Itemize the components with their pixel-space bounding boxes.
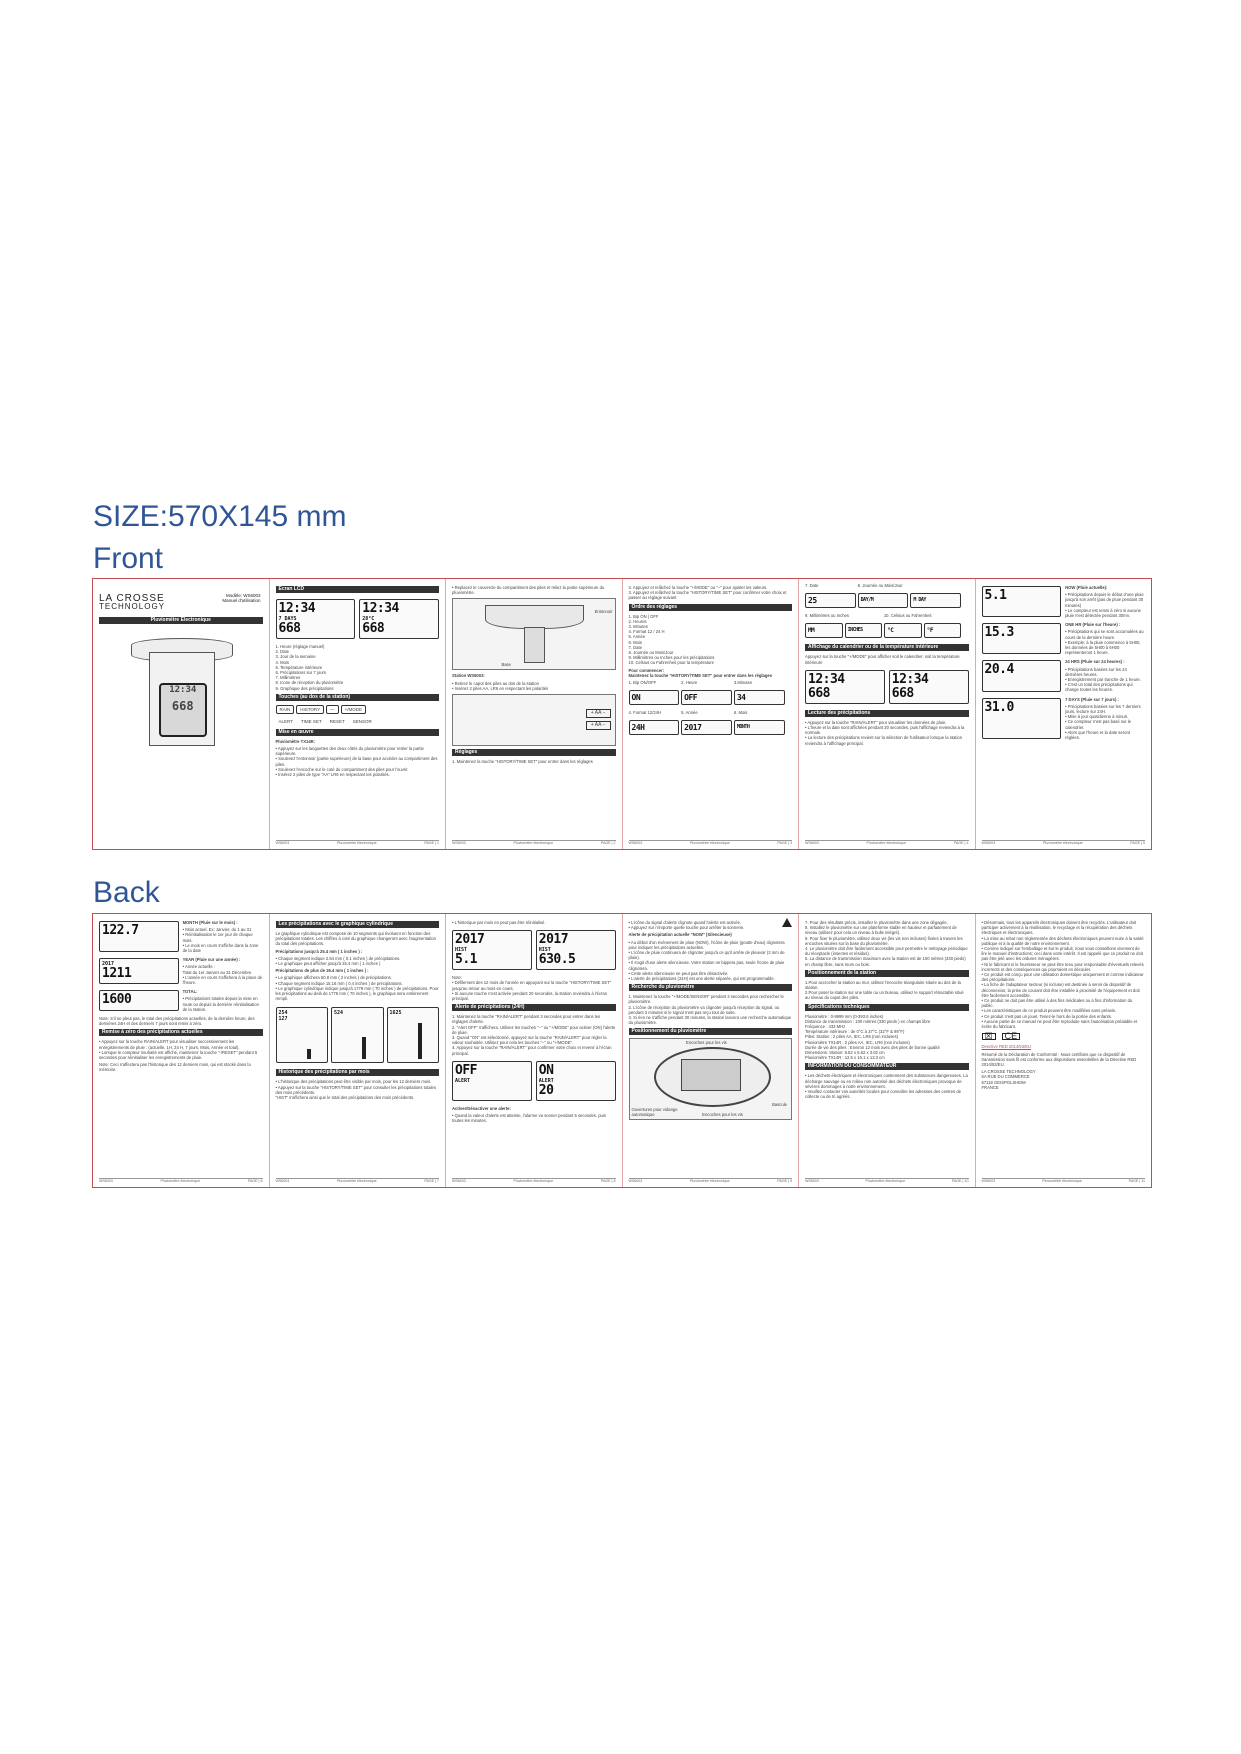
weee-bin-icon: ☒ [982,1033,996,1040]
funnel-illustration [452,598,616,670]
lcd-time: 12:34 [891,671,929,687]
now-alert-title: Alerte de précipitation actuelle "NOW" (Silencieuse) [628,932,732,938]
key-history: HISTORY [296,705,324,714]
mode-title: 7 DAYS (Pluie sur 7 jours) : [1065,696,1119,702]
mode-lcd [99,990,179,1011]
settings-order-panel [623,579,800,849]
footer-page: PAGE | 1 [424,841,439,845]
section-bargraph: Les précipitations avec le graphique cylindrique [276,921,440,928]
label-entonnoir: Entonnoir [594,609,613,615]
mini-lcd [910,593,961,608]
footer-model: WS6003 [628,841,643,845]
page-footer [629,1178,793,1184]
mode-year [99,955,263,987]
footer-page: PAGE | 9 [777,1179,792,1183]
footer-model: WS6003 [452,1179,466,1183]
section-order: Ordre des réglages [629,604,793,611]
device-screen-value: 668 [171,699,194,714]
footer-doc: Pluviomètre électronique [1043,841,1083,845]
mode-text: • Précipitations qui se sont accumulées au cours de la dernière heure. • Exemple: à la pluie commence à 5H00, les données de 5H00 à 6H00 représenteront 1 heure. [1065,629,1144,656]
history-lcd-value: 5.1 [455,952,477,968]
panel-text: 2. Appuyez et relâchez la touche "+/MODE" ou "−" pour ajuster les valeurs. 3. Appuyez et relâchez la touche "HISTORY/TIME SET" pour confirmer votre choix et passer au réglage suivant [628,585,787,601]
alert-lcd-value: 20 [538,1082,554,1098]
section-keys: Touches (au dos de la station) [276,694,440,701]
alert-panel [446,914,623,1187]
now-alert-text: • Au début d'un événement de pluie (NOW), l'icône de pluie (goutte d'eau) clignotera pour indiquer les précipitations actuelles. • L'icône de pluie continuera de clignoter jusqu'à ce qu'il arrête de pleuvoir (3 mm de pluie). • Il s'agit d'une alerte silencieuse. Votre station ne bippera pas, seule l'icone de pluie clignotera. • Cette alerte silencieuse ne peut pas être désactivée. • L'alerte de précipitations (24H) est une alerte séparée, qui est programmable. [628,939,785,982]
mode-text: • Mois actuel. Ex: Janvier, du 1 au 31 • Réinitialisation le 1er jour de chaque mois. • Le mois en cours s'affiche dans la zone de la date [182,927,259,954]
bar-graph-panel [270,914,447,1187]
alert-toggle-title: Activer/Désactiver une alerte: [452,1105,511,1111]
alert-lcd [452,1061,532,1101]
footer-model: WS6003 [99,1179,113,1183]
cover-title: Pluviomètre Electronique [99,617,263,624]
sensor-panel [623,914,800,1187]
label-tipping: Bascule [772,1102,787,1108]
step-label: 6. Mois [733,710,748,716]
model-label: Modèle: WS6003 [225,593,261,598]
bargraph-subtitle: Précipitations de plus de 25.4 mm ( 1 inches ) : [275,968,369,974]
footer-model: WS6003 [275,1179,290,1183]
lcd-examples [276,596,440,642]
size-title: SIZE:570X145 mm [93,500,347,533]
page-footer [276,840,440,846]
mode-text: • Précipitations totales depuis la mise en route ou depuis la dernière réinitialisation de la station. [182,996,259,1012]
footer-page: PAGE | 11 [1128,1179,1145,1183]
mode-lcd [982,660,1062,691]
bar-graph-lcd [331,1007,384,1063]
bar-graph-lcd [387,1007,440,1063]
company-address: LA CROSSE TECHNOLOGY 6A RUE DU COMMERCE 67118 GEISPOLSHEIM FRANCE [981,1069,1036,1090]
section-alert: Alerte de précipitations (24H) [452,1004,616,1011]
section-search: Recherche du pluviomètre [629,984,793,991]
manual-label: Manuel d'utilisation [222,598,261,604]
key-rain: RAIN [276,705,295,714]
mode-title: ONE HR (Pluie sur l'heure) : [1065,622,1121,628]
lcd-example [359,599,439,639]
mode-lcd-label: 2017 [102,961,115,968]
page-footer [276,1178,440,1184]
page-footer [982,1178,1146,1184]
step-label: 10. Celsius ou Fahrenheit [883,613,932,619]
section-rain-reading: Lecture des précipitations [805,710,969,717]
bargraph-text: Le graphique cylindrique est composé de 10 segments qui évoluent en fonction des précipitations totales. Les chiffres à coté du graphique changeront avec l'augmentation du total des précipitations. [275,931,436,947]
order-list: 1. Bip ON | OFF 2. Heures 3. Minutes 4. Format 12 / 24 H 5. Année 6. Mois 7. Date 8. Journée ou Mois/Jour 9. Millimètres ou Inches pour les précipitations 10. Celsius ou Fahrenheit pour la température [628,613,715,666]
mini-lcd [858,593,909,608]
mode-now [982,583,1146,620]
key-labels-row [276,718,440,725]
settings-steps-row [629,680,793,738]
panel-text: 7. Pour des résultats précis, installez le pluviomètre dans une zone dégagée. 8. Installez le pluviomètre sur une plateforme stable en hauteur et parfaitement de niveau (utilisez pour cela un niveau à bulle intégré). 9. Pour fixer le pluviomètre, utilisez deux vis (les vis non incluses) fixées à travers les encoches situées sur la base du pluviomètre. 4. Le pluviomètre doit être facilement accessible pour permettre le nettoyage périodique du réceptacle (insectes et résidus). 5. La distance de transmission maximum avec la station est de 100 mètres (330 pieds) en champ libre, sans murs ou bois. [805,920,968,967]
bargraph-text: • Le graphique affichera 50.8 mm ( 2 inches ) de précipitations. • Chaque segment indique 15.16 mm ( 0.4 inches ) de précipitations. • Le graphique cylindrique indique jusqu'à 1778 mm ( 70 inches ) de précipitations. Pour les précipitations au-delà de 1778 mm ( 70 inches ), le graphique sera entièrement rempli. [275,975,439,1002]
footer-model: WS6003 [275,841,290,845]
mode-onehr [982,620,1146,657]
start-text: Pour commencer: Maintenez la touche "HISTORY/TIME SET" pour entrer dans les réglages [628,667,773,678]
panel-text: • L'historique par mois en peut pas être réinitialisé. [452,920,546,925]
footer-page: PAGE | 8 [600,1179,616,1183]
search-text: 1. Maintenez la touche "+/MODE/SENSOR" pendant 3 secondes pour rechercher le pluviomètre. 2. L'icône de réception du pluviomètre va clignoter jusqu'à réception du signal, ou pendant 3 minutes si le signal n'est pas reçu tout de suite. 3. Si rien ne s'affiche pendant 30 minutes, la station lancera une recherche automatique du pluviomètre. [628,994,792,1026]
mode-7days [982,695,1146,743]
history-lcd-hist: HIST [455,947,468,954]
section-settings: Réglages [452,749,616,756]
device-screen [159,683,207,737]
key-label-sensor: SENSOR [352,718,372,724]
lcd-screen-panel [270,579,447,849]
section-positioning: Positionnement du pluviomètre [629,1028,793,1035]
mini-lcd-value: INCHES [847,627,863,634]
step-label: 9. Millimètres ou Inches [805,613,849,619]
mode-24h [982,657,1146,694]
page-footer [629,840,793,846]
front-sheet [92,578,1152,850]
page-footer [982,840,1146,846]
lcd-value: 668 [362,621,385,636]
mode-title: 24 HRS (Pluie sur 24 heures) : [1065,659,1125,665]
display-panel [799,579,976,849]
directive-title: Directive RED 2014/53/EU [981,1044,1032,1050]
model-info [222,593,260,603]
step-label: 8. Journée ou Mois/Jour [857,583,903,588]
lcd-legend: 1. Heure (réglage manuel) 2. Date 3. Jour de la semaine 4. Mois 5. Température intérieure 6. Précipitations sur 7 jours 7. Millimètres 8. Icone de réception du pluviomètre 9. Graphique des précipitations [275,644,344,691]
mode-lcd-value: 15.3 [984,625,1014,641]
bar-graph-column [418,1023,422,1059]
lcd-example [276,599,356,639]
footer-model: WS6003 [981,841,996,845]
lcd-time: 12:34 [808,671,845,687]
alert-lcd-label: ALERT [538,1077,554,1084]
lcd-value: 668 [891,685,914,701]
mini-lcd [734,690,785,705]
calendar-text: Appuyez sur la touche "+/MODE" pour afficher soit le calendrier, soit la température intérieure [805,654,960,665]
mini-lcd-value: OFF [684,693,698,703]
footer-doc: Pluviomètre électronique [1042,1179,1082,1183]
mode-text: • Année actuelle : Total du 1er Janvier au 31 Décembre. • L'année en cours s'affichera à la place de l'heure. [182,964,263,986]
section-consumer: INFORMATION DU CONSOMMATEUR [805,1063,969,1070]
alert-lcds [452,1058,616,1104]
mode-title: NOW (Pluie actuelle): [1065,585,1108,590]
bar-graph-lcd [276,1007,329,1063]
history-lcd [452,930,532,970]
mini-lcd-value: 2017 [684,723,702,733]
settings-steps-row [805,583,969,641]
mini-lcd [629,720,680,735]
mini-lcd [629,690,680,705]
mode-lcd-value: 31.0 [984,699,1014,715]
footer-doc: Pluviomètre électronique [337,1179,377,1183]
ce-mark-icon: CE [1002,1033,1021,1040]
key-mode: +/MODE [341,705,366,714]
history-lcds [452,927,616,973]
mode-lcd-value: 20.4 [984,662,1014,678]
section-history: Historique des précipitations par mois [276,1069,440,1076]
section-calendar: Affichage du calendrier ou de la température intérieure [805,644,969,651]
directive-text: Résumé de la Déclaration de Conformité : Nous certifions que ce dispositif de transmission sans fil est conforme aux dispositions essentielles de la Directive RED 2014/53/EU. [981,1051,1137,1068]
bargraph-subtitle: Précipitations jusqu'à 25.4 mm ( 1 inches ) : [275,948,363,954]
page-footer [805,1178,969,1184]
label-screw-slots: Encoches pour les vis [686,1040,727,1046]
section-setup: Mise en œuvre [276,729,440,736]
mode-total [99,987,263,1014]
footer-page: PAGE | 3 [777,841,792,845]
keys-row [276,705,440,714]
battery-label: + AA − [586,709,611,718]
history-lcd-value: 630.5 [538,952,576,968]
footer-doc: Pluviomètre électronique [160,1179,201,1183]
mode-title: TOTAL: [182,989,198,995]
lcd-value: 668 [278,621,301,636]
mode-text: • Précipitations basées sur les 24 dernières heures. • Enregistrement par tranche de 1 heure. • C'est un total des précipitations qui change toutes les heures. [1065,666,1141,693]
bar-graph-examples [276,1004,440,1066]
station-position-text: 1.Pour accrocher la station au mur, utilisez l'encoche triangulaire située au dos de la station. 2.Pour poser la station sur une table ou un bureau, utilisez le support rétractable situé au niveau du capot des piles. [805,979,964,1001]
step-label: 2. Heure [681,680,698,686]
key-minus: — [326,705,339,714]
page-footer [99,1178,263,1184]
step-label: 3.Minutes [733,680,752,686]
mini-lcd [805,593,856,608]
mode-lcd [99,958,179,984]
footer-model: WS6003 [805,1179,819,1183]
label-drain-openings: Ouvertures pour vidange automatique [631,1107,678,1118]
mode-lcd [982,586,1062,617]
setup-text: • Appuyez sur les languettes des deux côtés du pluviomètre pour retirer la partie supérieure. • Soulevez l'entonnoir (partie supérieure) de la base pour accéder au compartiment des piles. • Soulevez l'encoche sur le coté du compartiment des piles pour l'ouvrir. • Insérez 2 piles de type "AA" LR6 en respectant les polarités. [275,746,438,778]
footer-model: WS6003 [628,1179,643,1183]
lcd-temp: 28°C [362,616,375,622]
specs-text: Pluviomètre : 0-9999 mm (0-393.6 inches) Distance de transmission : 100 mètres (330 pieds ) en champs libre Fréquence : 433 MHz Température intérieure : de 0°C à 37°C (32°F & 99°F) Piles: Station : 2 piles AA, IEC, LR6 (non incluses) Pluviomètre TX14R : 2 piles AA, IEC, LR6 (non incluses) Durée de vie des piles : Environ 12 mois avec des piles de bonne qualité Dimensions: Station: 8.52 x 5.62 x 3.02 cm Pluviomètre TX14R : 12.5 x 16.1 x 13.3 cm [805,1013,940,1061]
battery-label: + AA − [586,721,611,730]
page-footer [452,840,616,846]
back-title: Back [93,876,160,909]
mini-lcd [805,623,843,638]
mini-lcd-value: 24H [631,723,645,733]
footer-page: PAGE | 4 [953,841,969,845]
rain-modes-panel [976,579,1152,849]
rain-gauge-illustration [131,638,231,748]
specs-panel [799,914,976,1187]
footer-model: WS6003 [452,841,466,845]
gauge-bottom-illustration [629,1038,793,1120]
mode-text: • Précipitations basées sur les 7 derniers jours, lecture sur 24H. • Mise à jour quotidienne à minuit. • Ce compteur n'est pas basé sur le calendrier. • Alors que l'heure et la date seront réglées. [1065,703,1141,741]
footer-doc: Pluviomètre électronique [865,1179,906,1183]
mini-lcd [734,720,785,735]
mode-lcd [982,698,1062,740]
section-station-position: Positionnement de la station [805,970,969,977]
device-screen-time: 12:34 [169,685,197,696]
footer-doc: Pluviomètre électronique [337,841,377,845]
battery-panel [446,579,623,849]
mode-lcd-value: 5.1 [984,588,1007,603]
bar-graph-label: 524 [334,1010,344,1017]
reset-text: • Appuyez sur la touche RAIN/ALERT pour visualiser successivement les enregistrements de pluie : (actuelle, 1H, 24 H, 7 jours, Mois, Année et total). • Lorsque le compteur souhaité est affiché, maintenez la touche "-/RESET" pendant 5 secondes pour réinitialiser les enregistrements de pluie. [99,1039,258,1061]
alert-lcd-state: OFF [455,1062,477,1078]
page-footer [805,840,969,846]
lcd-example [889,670,969,704]
lcd-time: 12:34 [362,601,399,616]
mini-lcd-value: MM [808,627,815,635]
footer-doc: Pluviomètre électronique [513,1179,554,1183]
mini-lcd-value: ON [631,693,641,703]
lcd-example [805,670,885,704]
footer-doc: Pluviomètre électronique [513,841,554,845]
history-lcd-year: 2017 [538,932,569,948]
mode-lcd [99,921,179,952]
footer-page: PAGE | 6 [247,1179,263,1183]
setup-title: Pluviomètre TX14R: [275,738,316,744]
bar-graph-column [362,1037,366,1059]
note-text: Note: • Défilement des 12 mois de l'année en appuyant sur la touche "HISTORY/TIME SET" jusqu'au retour au mois en cours. • Si aucune touche n'est activée pendant 20 secondes, la station reviendra à l'écran principal. [452,975,612,1002]
mini-lcd-value: M DAY [913,597,926,604]
lcd-days: 7 DAYS [278,616,297,622]
mini-lcd [845,623,883,638]
note-text: Note: S'il ne pleut pas, le total des précipitations actuelles, de la dernière heure, des dernières 24H et des derniers 7 jours sont remis à zéro. [99,1016,255,1027]
mode-title: YEAR (Pluie sur une année) : [182,957,241,963]
panel-text: • Replacez le couvercle du compartiment des piles et reliez la partie supérieure du pluviomètre. [452,585,605,596]
mini-lcd-value: 34 [736,693,746,703]
bargraph-text: • Chaque segment indique 2.54 mm ( 0.1 inches ) de précipitations. • Le graphique peut afficher jusqu'à 25.4 mm ( 1 inches ) [275,955,401,967]
history-text: • L'historique des précipitations peut être visible par mois, pour les 12 derniers mois. • Appuyez sur la touche "HISTORY/TIME SET" pour consulter les précipitations totales des mois précédents. "HIST" s'affichera ainsi que le total des précipitations des mois précédents. [275,1079,436,1101]
legal-text: • Désormais, tous les appareils électroniques doivent être recyclés. L'utilisateur doit participer activement à la réutilisation, le recyclage et la récupération des déchets électriques et électroniques. • La mise au rebut non réglementée des déchets électroniques peuvent nuire à la santé publique et à la qualité de notre environnement. • Comme indiqué sur l'emballage et sur le produit, nous vous conseillons vivement de lire le manuel d'instructions; ceci dans votre intérêt. Il est rappelé que ce produit ne doit pas être jeté avec les ordures ménagères. • Ni le fabricant ni le fournisseur ne peut être tenu pour responsable d'éventuels relevés incorrects et des conséquences qui pourraient en découler. • Ce produit est conçu pour une utilisation domestique uniquement et comme indicateur des précipitations. • La fiche de l'adaptateur secteur (si incluse) est destinée à servir de dispositif de déconnexion, la prise de courant doit être installée à proximité de l'équipement et doit être facilement accessible. • Ce produit ne doit pas être utilisé à des fins médicales ou à fins d'information du public. • Les caractéristiques de ce produit peuvent être modifiées sans préavis. • Ce produit n'est pas un jouet. Tenez-le hors de la portée des enfants. • Aucune partie de ce manuel ne peut être reproduite sans l'autorisation préalable et écrite du fabricant. [981,920,1144,1030]
mode-title: MONTH (Pluie sur le mois) : [182,920,238,925]
footer-page: PAGE | 7 [424,1179,439,1183]
footer-page: PAGE | 2 [600,841,616,845]
alert-lcd [536,1061,616,1101]
step-label: 7. Date [805,583,819,588]
station-title: Station WS6003: [452,673,485,679]
footer-doc: Pluviomètre électronique [690,841,730,845]
consumer-text: • Les déchets électriques et électroniques contiennent des substances dangereuses. La décharge sauvage ou en milieu non autorisé des déchets électroniques provoque de sévères dommages à notre environnement. • Veuillez contacter vos autorités locales pour connaître les adresses des centres de collecte ou de tri agréés. [805,1073,968,1100]
station-battery-illustration [452,694,616,746]
bar-graph-label: 254 [278,1010,288,1017]
mode-text: • Précipitations depuis le début d'une pluie jusqu'à son arrêt (pas de pluie pendant 30 minutes) • Le compteur est remis à zéro si aucune pluie n'est détectée pendant 30mn. [1065,592,1144,619]
step-label: 1. Bip ON/OFF [628,680,657,686]
alert-lcd-label: ALERT [455,1077,471,1084]
front-title: Front [93,542,164,575]
footer-doc: Pluviomètre électronique [690,1179,730,1183]
settings-text: 1. Maintenez la touche "HISTORY/TIME SET" pour entrer dans les réglages [452,759,593,765]
key-label-reset: RESET [329,718,345,724]
history-lcd-hist: HIST [538,947,551,954]
step-label: 4. Format 12/24H [628,710,662,716]
brand-subtitle: TECHNOLOGY [99,602,166,611]
alert-lcd-state: ON [538,1062,554,1078]
key-label-alert: ALERT [278,718,293,724]
footer-doc: Pluviomètre électronique [866,841,907,845]
mini-lcd-value: DAY/M [860,597,874,604]
note-text: Note: Ceci n'affectera pas l'historique des 12 derniers mois, qui est stocké dans la mémoire. [99,1062,251,1073]
section-lcd: Ecran LCD [276,586,440,593]
lcd-time: 12:34 [278,601,316,616]
mode-lcd [982,623,1062,654]
footer-model: WS6003 [805,841,819,845]
mode-lcd-value: 1211 [102,966,132,982]
page-footer [452,1178,616,1184]
mini-lcd [681,690,732,705]
compliance-icons [982,1033,1146,1040]
section-specs: Spécifications techniques [805,1004,969,1011]
bar-graph-label: 1625 [389,1010,402,1017]
month-year-panel [93,914,270,1187]
mini-lcd-value: °C [887,627,894,635]
mode-lcd-value: 122.7 [102,923,139,938]
footer-page: PAGE | 10 [951,1179,969,1183]
mini-lcd [681,720,732,735]
history-lcd [536,930,616,970]
bar-graph-column [307,1049,311,1059]
legal-panel [976,914,1152,1187]
alert-text: 1. Maintenez la touche "RAIN/ALERT" pendant 3 secondes pour entrer dans les réglages d'alerte. 2. "Alert OFF" s'affichera. Utilisez les touches "−" ou "+/MODE" pour activer (ON) l'alerte de pluie. 3. Quand "ON" est sélectionné, appuyez sur la touche "RAIN/ALERT" pour régler la valeur souhaitée. Utilisez pour cela les touches "−" ou "+/MODE". 4. Appuyez sur la touche "RAIN/ALERT" pour confirmer votre choix et revenir à l'écran principal. [452,1014,616,1056]
step-label: 5. Année [681,710,698,716]
mode-month [99,918,263,955]
label-screw-slots: Encoches pour les vis [702,1112,743,1118]
section-reset: Remise à zéro des précipitations actuelles [99,1029,263,1036]
station-text: • Retirez le capot des piles au dos de la station • Insérez 2 piles AA, LR6 en respectant les polarités [452,680,549,691]
back-sheet [92,913,1152,1188]
mini-lcd-value: MONTH [736,724,750,731]
label-base: Base [501,662,511,668]
brand-logo: LA CROSSE [99,593,165,604]
alert-toggle-text: • Quand la valeur d'alerte est atteinte, l'alarme va sonner pendant 5 secondes, puis toutes les minutes. [452,1113,606,1124]
mode-lcd-value: 1600 [102,992,132,1008]
rain-reading-text: • Appuyez sur la touche "RAIN/ALERT" pour visualiser les données de pluie. • L'heure et la date sont affichées pendant 20 secondes, puis l'affichage reviendra à la normale. • La lecture des précipitations revient sur la sélection de l'utilisateur lorsque la station reviendra à l'affichage principal. [805,719,965,746]
panel-text: • L'icône du signal d'alerte clignote quand l'alerte est activée. • Appuyez sur n'importe quelle touche pour arrêter la sonnerie. [628,920,745,931]
lcd-value: 668 [808,685,830,701]
footer-page: PAGE | 5 [1130,841,1145,845]
warning-icon [782,918,792,927]
mini-lcd [884,623,922,638]
mini-lcd-value: °F [926,627,934,635]
footer-model: WS6003 [981,1179,996,1183]
bar-graph-side-label: 127 [278,1016,288,1023]
mini-lcd-value: 25 [808,596,817,606]
mini-lcd [924,623,962,638]
key-label-timeset: TIME SET [300,718,322,724]
history-lcd-year: 2017 [455,932,485,948]
cover-panel [93,579,270,849]
lcd-examples [805,667,969,707]
